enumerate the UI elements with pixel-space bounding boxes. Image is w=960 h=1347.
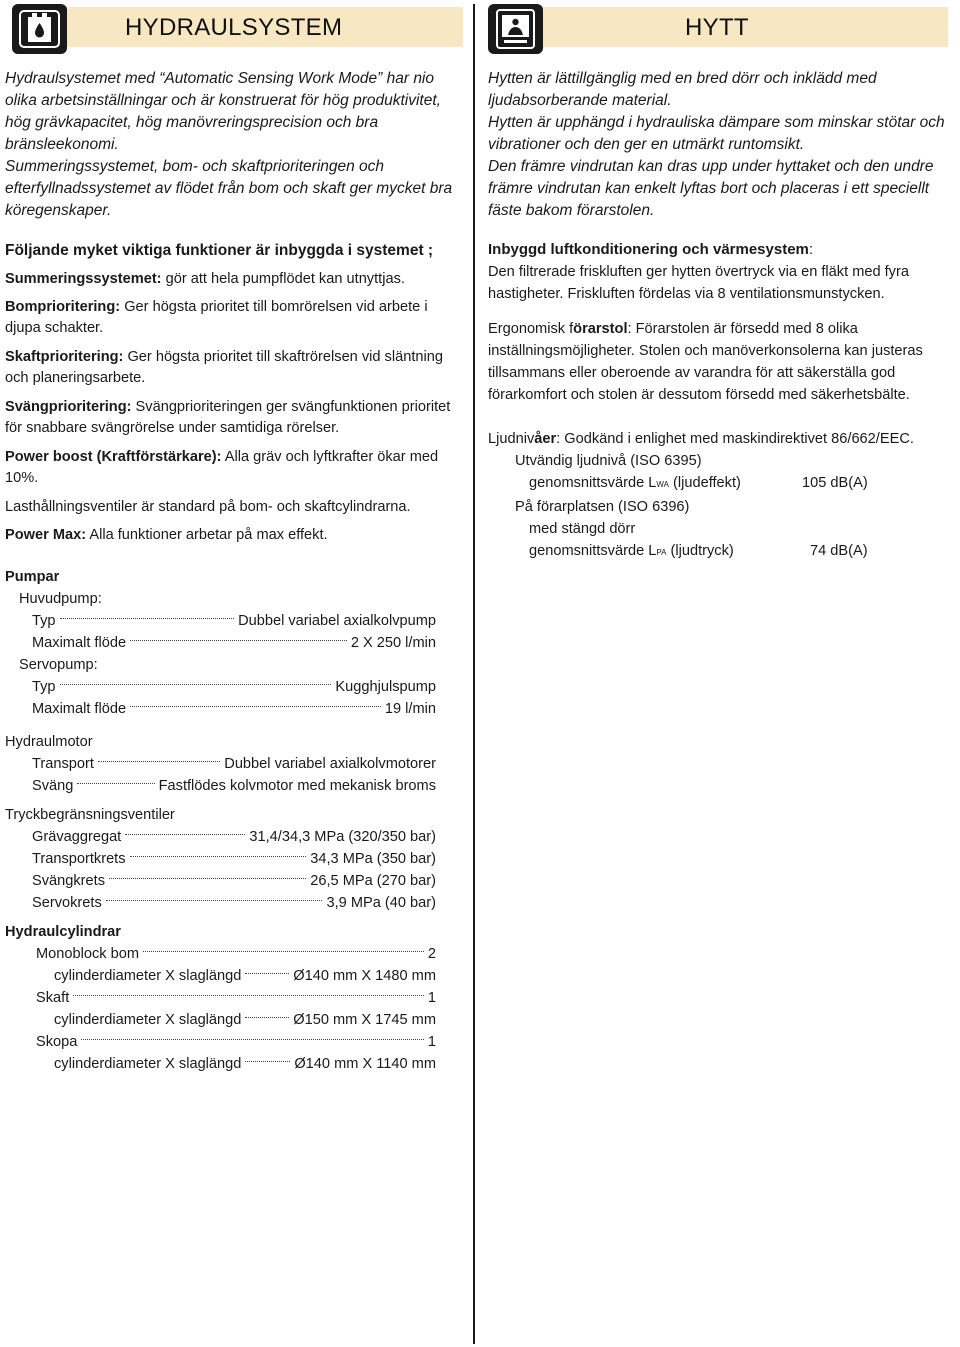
hydraulics-intro bbox=[5, 68, 463, 222]
motor-spec bbox=[5, 731, 436, 797]
spec-row: Typ Dubbel variabel axialkolvpump bbox=[32, 612, 436, 629]
relief-title: Tryckbegränsningsventiler bbox=[5, 806, 175, 823]
spec-row: Monoblock bom 2 bbox=[36, 945, 436, 962]
spec-row: Typ Kugghjulspump bbox=[32, 678, 436, 695]
spec-row: cylinderdiameter X slaglängd Ø140 mm X 1140 mm bbox=[54, 1055, 436, 1072]
spec-row: Servokrets 3,9 MPa (40 bar) bbox=[32, 894, 436, 911]
motor-title: Hydraulmotor bbox=[5, 733, 93, 750]
cylinders-title: Hydraulcylindrar bbox=[5, 923, 121, 940]
air-conditioning-block bbox=[488, 239, 948, 305]
section-title: HYTT bbox=[685, 14, 749, 41]
spec-row: Svängkrets 26,5 MPa (270 bar) bbox=[32, 872, 436, 889]
spec-row: Maximalt flöde 19 l/min bbox=[32, 700, 436, 717]
operator-noise-value: genomsnittsvärde LPA (ljudtryck) 74 dB(A) bbox=[529, 543, 868, 559]
exterior-noise: Utvändig ljudnivå (ISO 6395) bbox=[515, 453, 702, 469]
ergonomic-seat-block bbox=[488, 318, 948, 406]
function-item: Power boost (Kraftförstärkare): Alla gräv och lyftkrafter ökar med 10%. bbox=[5, 448, 439, 486]
exterior-noise-value: genomsnittsvärde LWA (ljudeffekt) 105 dB(A) bbox=[529, 475, 868, 491]
sound-level-block bbox=[488, 428, 948, 564]
section-title: HYDRAULSYSTEM bbox=[125, 14, 343, 41]
main-pump-label: Huvudpump: bbox=[19, 590, 102, 607]
spec-row: Skaft 1 bbox=[36, 989, 436, 1006]
cab-column bbox=[488, 0, 948, 564]
spec-row: Sväng Fastflödes kolvmotor med mekanisk broms bbox=[32, 777, 436, 794]
ergo-text: Ergonomisk förarstol: Förarstolen är försedd med 8 olika inställningsmöjligheter. Stolen och manöverkonsolerna kan justeras tillsammans eller oberoende av varandra för att säkerställa god förarkomfort och stolen är dessutom försedd med säkerhetsbälte. bbox=[488, 321, 923, 403]
spec-row: Grävaggregat 31,4/34,3 MPa (320/350 bar) bbox=[32, 828, 436, 845]
relief-valves-spec bbox=[5, 804, 436, 914]
pumps-spec bbox=[5, 566, 436, 720]
door-closed-label: med stängd dörr bbox=[529, 521, 636, 537]
section-header-cab bbox=[488, 4, 948, 51]
spec-row: Skopa 1 bbox=[36, 1033, 436, 1050]
servo-pump-label: Servopump: bbox=[19, 656, 98, 673]
function-item: Skaftprioritering: Ger högsta prioritet till skaftrörelsen vid släntning och planeringsarbete. bbox=[5, 348, 443, 386]
spec-row: Maximalt flöde 2 X 250 l/min bbox=[32, 634, 436, 651]
intro-paragraph: Summeringssystemet, bom- och skaftprioriteringen och efterfyllnadssystemet av flödet från bom och skaft ger mycket bra köregenskaper. bbox=[5, 158, 453, 219]
spec-row: cylinderdiameter X slaglängd Ø150 mm X 1745 mm bbox=[54, 1011, 436, 1028]
functions-title: Följande myket viktiga funktioner är inbyggda i systemet ; bbox=[5, 242, 434, 259]
function-item: Summeringssystemet: gör att hela pumpflödet kan utnyttjas. bbox=[5, 271, 405, 287]
operator-noise: På förarplatsen (ISO 6396) bbox=[515, 499, 690, 515]
function-item: Bomprioritering: Ger högsta prioritet till bomrörelsen vid arbete i djupa schakter. bbox=[5, 298, 428, 336]
intro-paragraph: Den främre vindrutan kan dras upp under hyttaket och den undre främre vindrutan kan enkelt lyftas bort och placeras i ett speciellt fäste bakom förarstolen. bbox=[488, 158, 934, 219]
function-item: Power Max: Alla funktioner arbetar på max effekt. bbox=[5, 527, 328, 543]
spec-row: Transport Dubbel variabel axialkolvmotorer bbox=[32, 755, 436, 772]
section-header-hydraulics bbox=[5, 4, 463, 51]
pumps-title: Pumpar bbox=[5, 568, 60, 585]
ac-text: Den filtrerade friskluften ger hytten övertryck via en fläkt med fyra hastigheter. Friskluften fördelas via 8 ventilationsmunstycken. bbox=[488, 264, 909, 302]
cylinders-spec bbox=[5, 921, 436, 1075]
function-item: Svängprioritering: Svängprioriteringen ger svängfunktionen prioritet för snabbare svängrörelse under samtidiga rörelser. bbox=[5, 398, 451, 436]
intro-paragraph: Hydraulsystemet med “Automatic Sensing Work Mode” har nio olika arbetsinställningar och är konstruerat för hög produktivitet, hög grävkapacitet, hög manövreringsprecision och bra bränsleekonomi. bbox=[5, 70, 441, 153]
hydraulic-system-column bbox=[5, 0, 463, 1075]
sound-title: Ljudnivåer: Godkänd i enlighet med maskindirektivet 86/662/EEC. bbox=[488, 431, 914, 447]
ac-title: Inbyggd luftkonditionering och värmesystem: bbox=[488, 241, 814, 258]
function-item: Lasthållningsventiler är standard på bom- och skaftcylindrarna. bbox=[5, 498, 411, 515]
cab-intro bbox=[488, 68, 948, 222]
spec-row: cylinderdiameter X slaglängd Ø140 mm X 1480 mm bbox=[54, 967, 436, 984]
intro-paragraph: Hytten är upphängd i hydrauliska dämpare som minskar stötar och vibrationer och den ger en utmärkt runtomsikt. bbox=[488, 114, 945, 153]
functions-block bbox=[5, 240, 463, 547]
spec-row: Transportkrets 34,3 MPa (350 bar) bbox=[32, 850, 436, 867]
intro-paragraph: Hytten är lättillgänglig med en bred dörr och inklädd med ljudabsorberande material. bbox=[488, 70, 877, 109]
operator-cab-icon bbox=[488, 4, 543, 54]
hydraulic-icon bbox=[12, 4, 67, 54]
column-divider bbox=[473, 4, 475, 1344]
